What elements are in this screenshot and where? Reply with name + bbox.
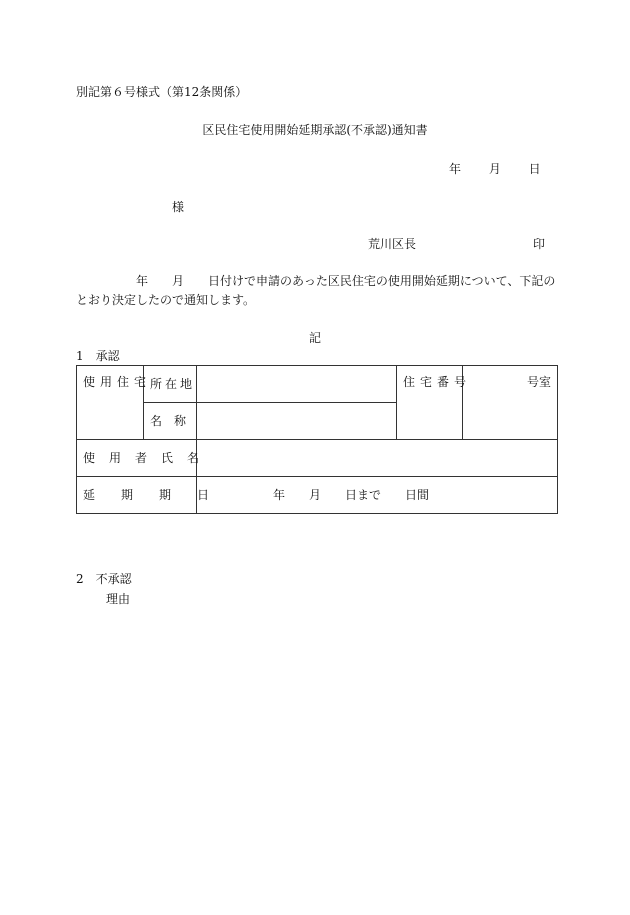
room-number-cell bbox=[463, 366, 558, 440]
name-value-cell bbox=[197, 403, 397, 440]
body-text-line-2: とおり決定したので通知します。 bbox=[76, 293, 256, 307]
extension-value: 年 月 日まで 日間 bbox=[197, 477, 558, 514]
date-line: 年 月 日 bbox=[449, 162, 541, 176]
form-label: 別記第６号様式（第12条関係） bbox=[76, 85, 248, 99]
body-text-line-1: 年 月 日付けで申請のあった区民住宅の使用開始延期について、下記の bbox=[136, 274, 556, 288]
section-approval-heading: 1 承認 bbox=[76, 349, 120, 363]
name-label: 名 称 bbox=[144, 403, 197, 440]
table-row bbox=[77, 477, 558, 514]
user-name-value-cell bbox=[197, 440, 558, 477]
table-row bbox=[77, 440, 558, 477]
ki-heading: 記 bbox=[308, 331, 321, 345]
location-value-cell bbox=[197, 366, 397, 403]
document-title: 区民住宅使用開始延期承認(不承認)通知書 bbox=[202, 123, 428, 137]
addressee-suffix: 様 bbox=[172, 200, 185, 214]
residence-label: 使用住宅 bbox=[77, 366, 144, 440]
location-label: 所在地 bbox=[144, 366, 197, 403]
reason-label: 理由 bbox=[106, 592, 131, 606]
extension-label: 延期期日 bbox=[77, 477, 197, 514]
housing-number-label: 住宅番号 bbox=[397, 366, 463, 440]
approval-table bbox=[76, 365, 558, 514]
sender-name: 荒川区長 bbox=[368, 237, 417, 251]
user-name-label: 使用者氏名 bbox=[77, 440, 197, 477]
table-row bbox=[77, 366, 558, 403]
seal-mark: 印 bbox=[533, 237, 546, 251]
section-rejection-heading: 2 不承認 bbox=[76, 572, 132, 586]
room-suffix: 号室 bbox=[526, 375, 551, 389]
